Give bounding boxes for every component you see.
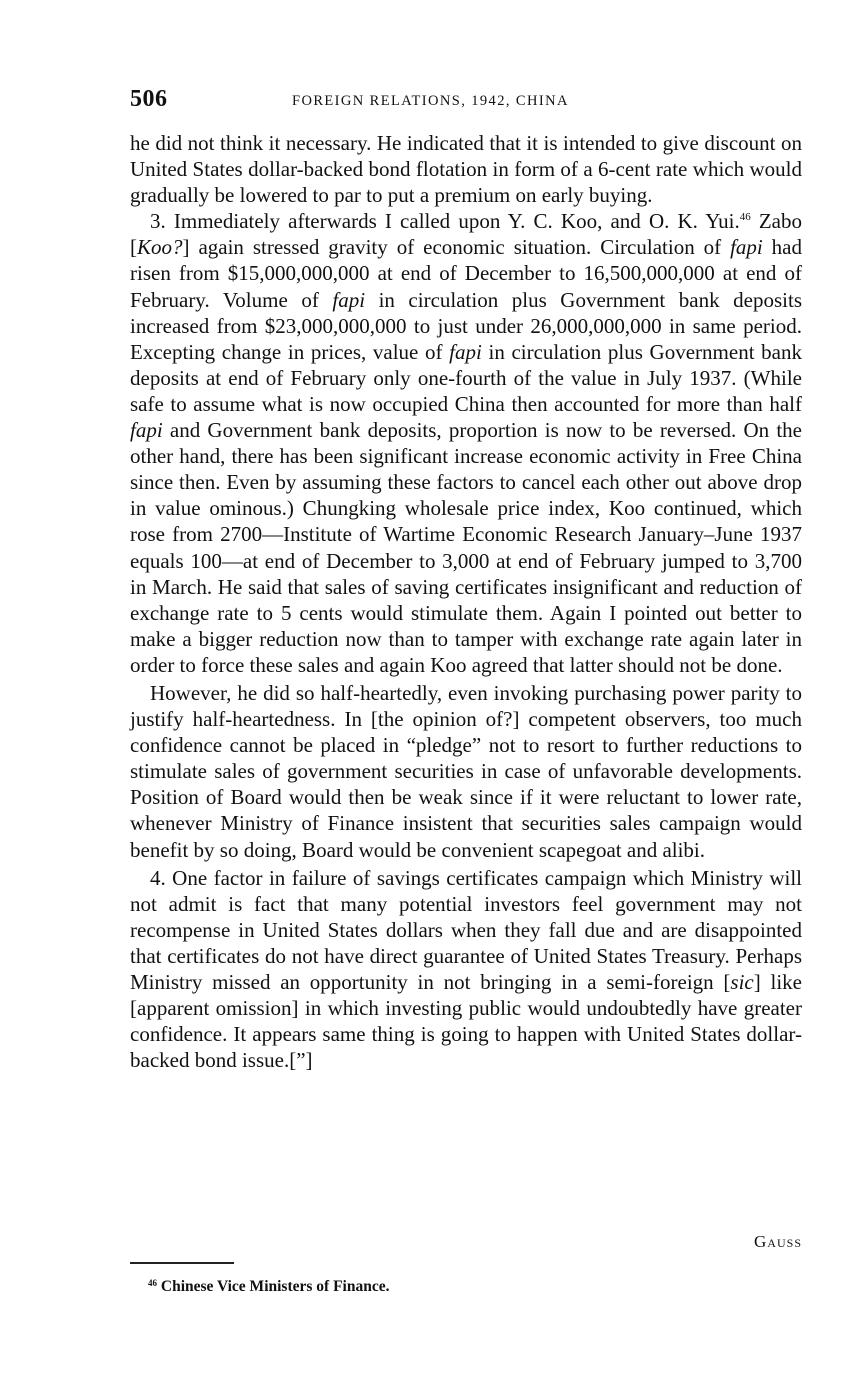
paragraph-3-text: and Government bank deposits, proportion is now to be reversed. On the other hand, there has been significant increase economic activity in Free China since then. Even by assuming these factors to cancel each other out above drop in value ominous.) Chungking wholesale price index, Koo continued, which rose from 2700—Institute of Wartime Economic Research January–June 1937 equals 100—at end of December to 3,000 at end of February jumped to 3,700 in March. He said that sales of saving certificates insignificant and reduction of exchange rate to 5 cents would stimulate them. Again I pointed out better to make a bigger reduction now than to tamper with exchange rate again later in order to force these sales and again Koo agreed that latter should not be done.: [130, 418, 802, 677]
running-head: FOREIGN RELATIONS, 1942, CHINA: [292, 93, 569, 109]
paragraph-3-text: in circulation plus Government bank deposits increased from $23,000,000,000 to just under 26,000,000,000 in same period. Excepting change in prices, value of: [130, 287, 802, 364]
paragraph-3-text: Zabo [: [130, 209, 802, 260]
italic-term: fapi: [449, 339, 482, 364]
italic-term: fapi: [130, 418, 163, 443]
paragraph-4-text: 4. One factor in failure of savings certificates campaign which Ministry will not admit is fact that many potential investors feel government may not recompense in United States dollars when they fall due and are disappointed that certificates do not have direct guarantee of United States Treasury. Perhaps Ministry missed an opportunity in not bringing in a semi-foreign [: [130, 865, 802, 994]
footnote-text: Chinese Vice Ministers of Finance.: [157, 1278, 390, 1295]
footnote-reference: 46: [739, 211, 751, 224]
italic-term: sic: [730, 970, 754, 994]
italic-term: fapi: [332, 287, 366, 312]
paragraph-3-text: had risen from $15,000,000,000 at end of December to 16,500,000,000 at end of February. Volume of: [130, 235, 802, 312]
paragraph-continuation: he did not think it necessary. He indicated that it is intended to give discount on United States dollar-backed bond flotation in form of a 6-cent rate which would gradually be lowered to par to put a premium on early buying.: [130, 131, 802, 208]
paragraph-3-text: in circulation plus Government bank deposits at end of February only one-fourth of the value in July 1937. (While safe to assume what is now occupied China then accounted for more than half: [130, 339, 802, 416]
page-number: 506: [130, 86, 168, 112]
paragraph-4: [130, 865, 802, 1074]
italic-term: fapi: [730, 235, 763, 260]
signature: Gauss: [754, 1232, 802, 1251]
page-header: [130, 86, 802, 116]
footnote-marker: 46: [148, 1278, 157, 1288]
paragraph-3: [130, 208, 802, 678]
body-text: [130, 130, 802, 1073]
paragraph-however: However, he did so half-heartedly, even invoking purchasing power parity to justify half-heartedness. In [the opinion of?] competent observers, too much confidence cannot be placed in “pledge” not to resort to further reductions to stimulate sales of government securities in case of unfavorable developments. Position of Board would then be weak since if it were reluctant to lower rate, whenever Ministry of Finance insistent that securities sales campaign would benefit by so doing, Board would be convenient scapegoat and alibi.: [130, 680, 802, 862]
footnote: [148, 1278, 389, 1296]
footnote-divider: [130, 1262, 234, 1264]
paragraph-3-text: ] again stressed gravity of economic situation. Circulation of: [182, 235, 731, 260]
italic-term: Koo?: [137, 235, 183, 260]
paragraph-3-text: 3. Immediately afterwards I called upon Y. C. Koo, and O. K. Yui.: [150, 209, 740, 234]
paragraph-4-text: ] like [apparent omission] in which investing public would undoubtedly have greater confidence. It appears same thing is going to happen with United States dollar-backed bond issue.[”]: [130, 970, 802, 1073]
